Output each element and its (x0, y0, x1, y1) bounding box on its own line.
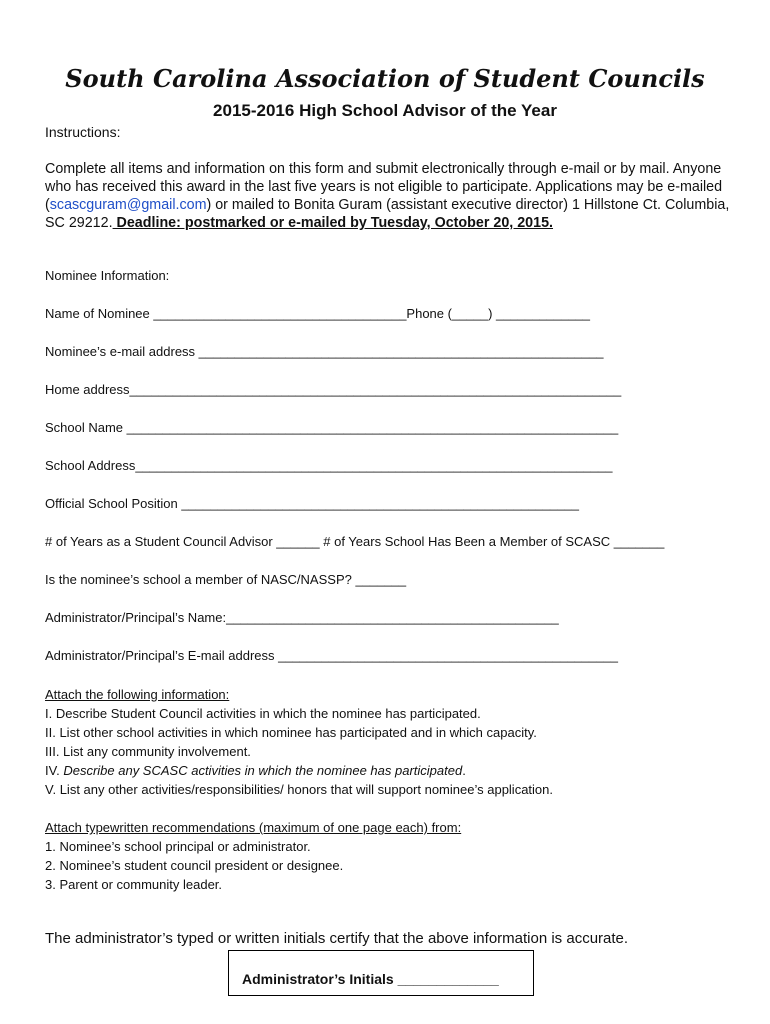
home-address-field[interactable]: Home address____________________________________________________________________ (45, 382, 622, 397)
attach-item-2: II. List other school activities in which nominee has participated and in which capacity. (45, 725, 537, 740)
years-advisor-member-field[interactable]: # of Years as a Student Council Advisor ______ # of Years School Has Been a Member of SCASC _______ (45, 534, 665, 549)
attach-item-4-italic: Describe any SCASC activities in which the nominee has participated (63, 763, 463, 778)
recommendation-item-1: 1. Nominee’s school principal or administrator. (45, 839, 311, 854)
principal-email-field[interactable]: Administrator/Principal’s E-mail address _______________________________________________ (45, 648, 618, 663)
nasc-membership-field[interactable]: Is the nominee’s school a member of NASC/NASSP? _______ (45, 572, 407, 587)
recommendation-item-3: 3. Parent or community leader. (45, 877, 223, 892)
principal-name-field[interactable]: Administrator/Principal’s Name:______________________________________________ (45, 610, 559, 625)
attach-item-5: V. List any other activities/responsibilities/ honors that will support nominee’s application. (45, 782, 553, 797)
instructions-text (45, 160, 735, 232)
attach-item-4 (45, 761, 553, 780)
contact-email-link[interactable]: scascguram@gmail.com (49, 197, 207, 213)
recommendations-section (45, 818, 461, 894)
recommendation-item-2: 2. Nominee’s student council president or designee. (45, 858, 344, 873)
official-position-field[interactable]: Official School Position _______________________________________________________ (45, 496, 579, 511)
page-title: South Carolina Association of Student Councils (65, 64, 705, 93)
attach-item-4-prefix: IV. (45, 763, 64, 778)
attach-item-3: III. List any community involvement. (45, 744, 251, 759)
instructions-text-part-1: Complete all items and information on this form and submit electronically through e-mail or by mail. Anyone who has received this award in the last five years is not eligible to participate. Applications may be e-mailed ( (45, 161, 723, 213)
deadline-notice: Deadline: postmarked or e-mailed by Tuesday, October 20, 2015. (112, 215, 554, 231)
school-name-field[interactable]: School Name ____________________________________________________________________ (45, 420, 619, 435)
attach-info-section (45, 685, 553, 799)
attach-info-heading: Attach the following information: (45, 687, 230, 702)
attach-item-4-suffix: . (462, 763, 466, 778)
certification-statement: The administrator’s typed or written initials certify that the above information is accurate. (45, 930, 629, 947)
nominee-name-phone-field[interactable]: Name of Nominee ___________________________________Phone (_____) _____________ (45, 306, 591, 321)
nominee-email-field[interactable]: Nominee’s e-mail address ________________________________________________________ (45, 344, 604, 359)
instructions-text-part-2: ) or mailed to Bonita Guram (assistant executive director) 1 Hillstone Ct. Columbia, SC 29212. (45, 197, 730, 231)
school-address-field[interactable]: School Address__________________________________________________________________ (45, 458, 613, 473)
instructions-label: Instructions: (45, 124, 121, 140)
page-subtitle: 2015-2016 High School Advisor of the Year (213, 101, 557, 120)
recommendations-heading: Attach typewritten recommendations (maximum of one page each) from: (45, 820, 462, 835)
administrator-initials-field[interactable]: Administrator’s Initials _____________ (242, 971, 499, 987)
attach-item-1: I. Describe Student Council activities in which the nominee has participated. (45, 706, 481, 721)
nominee-info-label: Nominee Information: (45, 268, 170, 283)
